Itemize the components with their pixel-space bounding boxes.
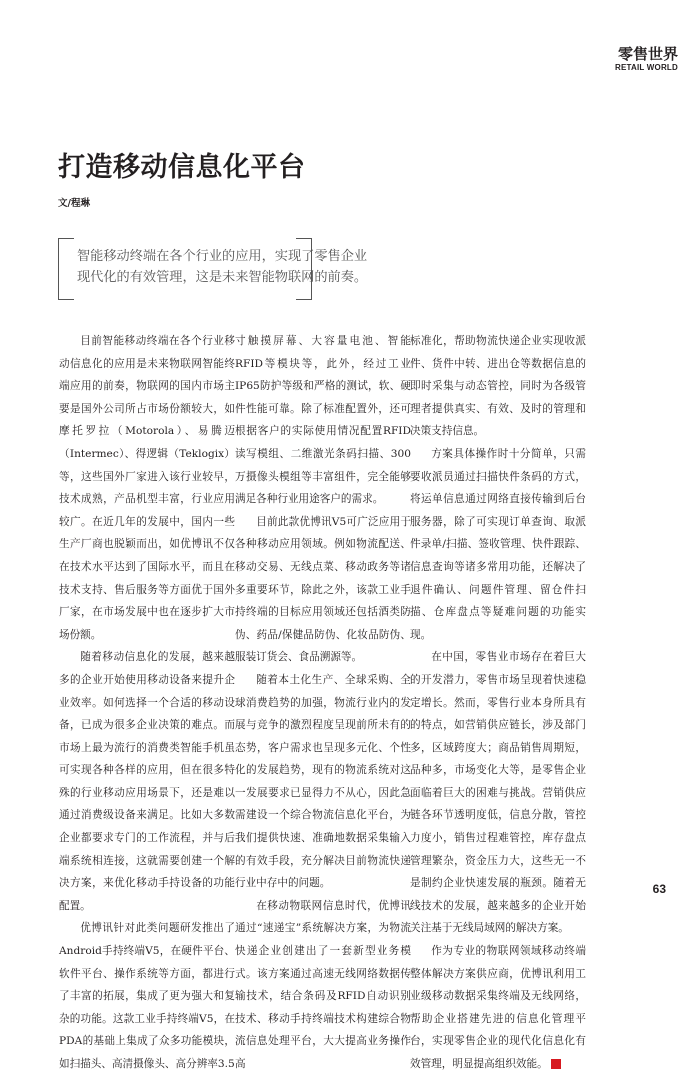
paragraph: 在移动物联网信息时代，优博讯通过“速递宝”系统解决方案，为物流快递企业创建出了一套新型业务模式。该方案通过高速无线网络数据传输技术，结合条码及RFID自动识别技术、移动手持终端技术构建综合物流信息处理平台，大大提高业务操作高 [235, 899, 411, 1070]
left-bracket [58, 238, 74, 300]
article-byline: 文/程琳 [58, 198, 90, 209]
paragraph: 目前此款优博讯V5可广泛应用于各种移动应用领域。例如物流配送、移动交易、无线点菜、移动政务等诸多重要环节，除此之外，该款工业手持终端的目标应用领域还包括酒类防伪、药品/保健品防伪、化妆品防伪、服装订货会、食品溯源等。 [235, 515, 411, 664]
pull-quote-text: 智能移动终端在各个行业的应用，实现了零售企业现代化的有效管理，这是未来智能物联网的前奏。 [77, 249, 368, 285]
paragraph-continued: 寸触摸屏幕、大容量电池、智能RFID等模块等，此外，经过工业IP65防护等级和严格的测试，软、硬件性能可靠。除了标准配置外，还可根据客户的实际使用情况配置RFID读写模组、二维激光条码扫描、300万摄像头模组等丰富组件，完全能够满足各种行业用途客户的需求。 [235, 335, 411, 506]
brand-logo [615, 46, 678, 73]
paragraph-text: 作为专业的物联网领域移动终端整体解决方案供应商，优博讯利用工业级移动数据采集终端及无线网络，帮助企业搭建先进的信息化管理平台，实现零售企业的现代化信息化有效管理，明显提高组织效能。 [410, 945, 586, 1070]
paragraph [410, 940, 586, 1076]
paragraph: 在中国，零售业市场存在着巨大的开发潜力，零售市场呈现着快速稳定增长。然而，零售行业本身所具有的特点，如营销供应链长，涉及部门多，区域跨度大；商品销售周期短，品种多，市场变化大等，是零售企业面临着巨大的困难与挑战。营销供应链各环节透明度低，信息分散，管控力度小，销售过程难管控，库存盘点管理繁杂，资金压力大，这些无一不是制约企业快速发展的瓶颈。随着无线技术的发展，越来越多的企业开始关注基于无线局域网的解决方案。 [410, 651, 586, 935]
article-title: 打造移动信息化平台 [58, 152, 306, 183]
text-column-3 [410, 330, 586, 1076]
brand-name-cn: 零售世界 [617, 45, 678, 63]
paragraph-continued: 标准化，帮助物流快递企业实现收派件、货件中转、进出仓等数据信息的即时采集与动态管控，同时为各级管理者提供真实、有效、及时的管理和决策支持信息。 [410, 335, 586, 438]
paragraph: 优博讯针对此类问题研发推出了Android手持终端V5，在硬件平台、软件平台、操作系统等方面，都进行了丰富的拓展，集成了更为强大和复杂的功能。这款工业手持终端V5，在PDA的基础上集成了众多功能模块，如扫描头、高清摄像头、高分辨率3.5 [59, 922, 235, 1070]
brand-name-en: RETAIL WORLD [615, 63, 678, 72]
paragraph: 目前智能移动终端在各个行业移动信息化的应用是未来物联网智能终端应用的前奏，物联网的国内市场主要是国外公司所占市场份额较大，如摩托罗拉（Motorola）、易腾迈（Intermec）、得逻辑（Teklogix）等，这些国外厂家进入该行业较早，技术成熟，产品机型丰富，行业应用较广。在近几年的发展中，国内一些生产厂商也脱颖而出，如优博讯不仅在技术水平达到了国际水平，而且在技术支持、售后服务等方面优于国外厂家，在市场发展中也在逐步扩大市场份额。 [59, 335, 235, 641]
end-mark-icon: 零 [551, 1059, 561, 1069]
text-column-2 [235, 330, 411, 1076]
page-number: 63 [652, 882, 666, 896]
paragraph: 随着移动信息化的发展，越来越多的企业开始使用移动设备来提升企业效率。如何选择一个合适的移动设备，已成为很多企业决策的难点。而市场上最为流行的消费类智能手机虽可实现各种各样的应用，但在很多特殊的行业移动应用场景下，还是难以通过消费级设备来满足。比如大多数企业都要求专门的工作流程，并与后端系统相连接，这就需要创建一个解决方案，来优化移动手持设备的功能配置。 [59, 651, 235, 912]
text-column-1 [59, 330, 235, 1076]
paragraph: 方案具体操作时十分简单，只需要收派员通过扫描快件条码的方式，将运单信息通过网络直接传输到后台服务器，除了可实现订单查询、取派件录单/扫描、签收管理、快件跟踪、信息查询等诸多常用功能，还解决了退件确认、问题件管理、留仓件扫描、仓库盘点等疑难问题的功能实现。 [410, 447, 586, 641]
pull-quote [58, 238, 368, 300]
paragraph: 随着本土化生产、全球采购、全球消费趋势的加强，物流行业内的发展与竞争的激烈程度呈现前所未有的态势，客户需求也呈现多元化、个性化的发展趋势，现有的物流系统对这一发展要求已显得力不从心，因此急需建设一个综合物流信息化平台，为我们提供快速、准确地数据采集输入的有效手段，充分解决目前物流快递行业中存中的问题。 [235, 673, 411, 890]
